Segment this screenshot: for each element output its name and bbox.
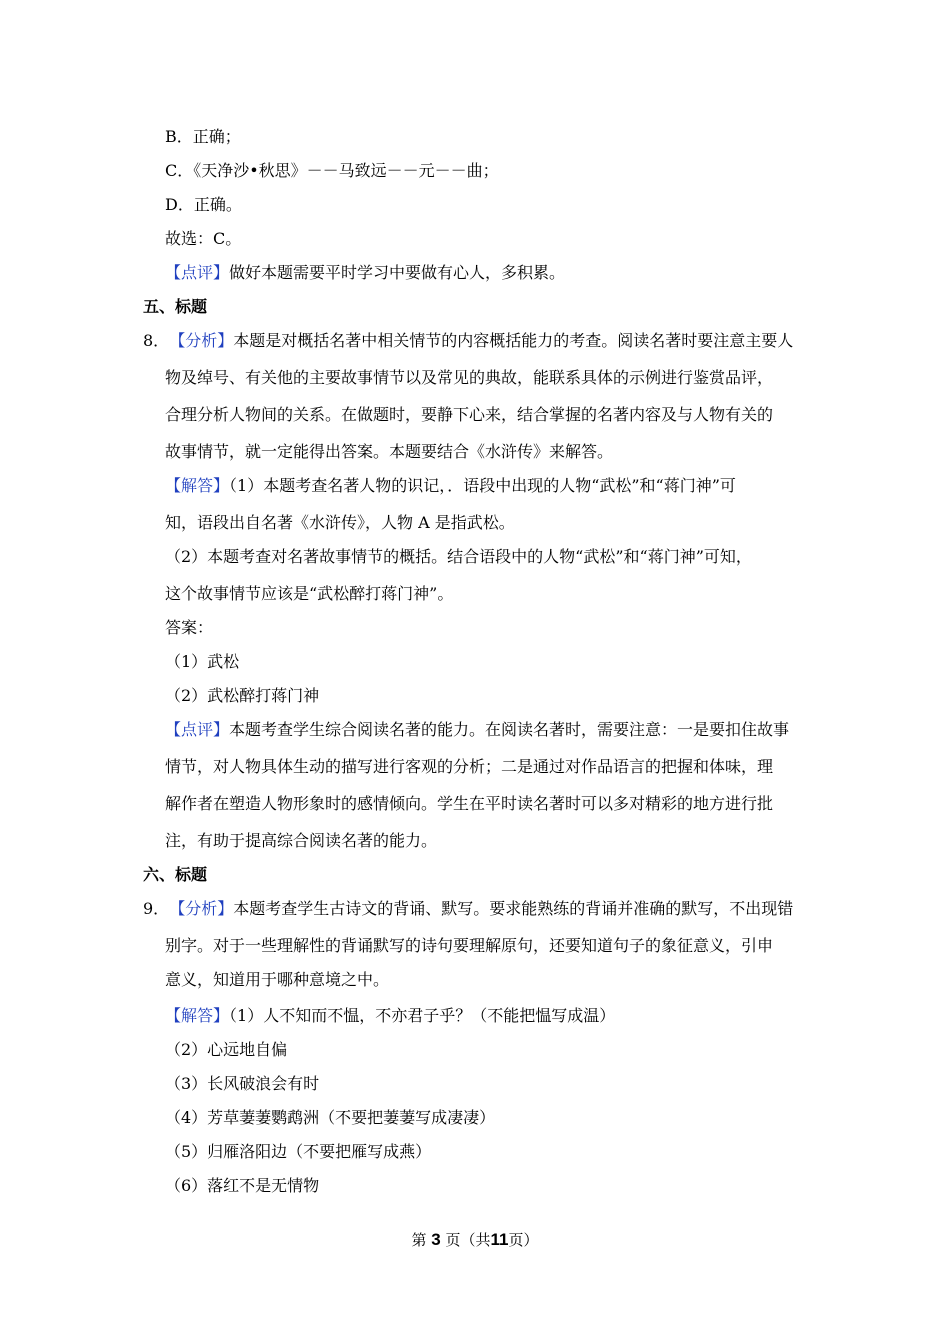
analysis-tag: 【分析】 (169, 331, 234, 350)
analysis-tag: 【分析】 (169, 899, 234, 918)
q9-answer-5: （5）归雁洛阳边（不要把雁写成燕） (165, 1142, 432, 1161)
q8-answer-1: （1）武松 (165, 652, 240, 671)
question-number: 9． (143, 899, 170, 918)
q8-answer-line-4: 这个故事情节应该是“武松醉打蒋门神”。 (165, 584, 454, 603)
q9-analysis-line-3: 意义，知道用于哪种意境之中。 (165, 970, 390, 989)
q8-analysis-line-2: 物及绰号、有关他的主要故事情节以及常见的典故，能联系具体的示例进行鉴赏品评， (165, 368, 774, 387)
q9-analysis-line-2: 别字。对于一些理解性的背诵默写的诗句要理解原句，还要知道句子的象征意义，引申 (165, 936, 774, 955)
q9-answer-4: （4）芳草萋萋鹦鹉洲（不要把萋萋写成凄凄） (165, 1108, 496, 1127)
question-number: 8． (143, 331, 170, 350)
choice-line: 故选：C。 (165, 229, 242, 248)
q8-review-line-2: 情节，对人物具体生动的描写进行客观的分析；二是通过对作品语言的把握和体味，理 (165, 757, 774, 776)
analysis-text: 本题是对概括名著中相关情节的内容概括能力的考查。阅读名著时要注意主要人 (233, 331, 794, 350)
answer-text: （1）本题考查名著人物的识记，．语段中出现的人物“武松”和“蒋门神”可 (229, 476, 736, 495)
q8-answer-2: （2）武松醉打蒋门神 (165, 686, 320, 705)
q8-review-line-4: 注，有助于提高综合阅读名著的能力。 (165, 831, 438, 850)
q8-answer-line-1 (165, 476, 736, 496)
review-text: 本题考查学生综合阅读名著的能力。在阅读名著时，需要注意：一是要扣住故事 (229, 720, 790, 739)
q8-analysis-line-3: 合理分析人物间的关系。在做题时，要静下心来，结合掌握的名著内容及与人物有关的 (165, 405, 774, 424)
q9-answer-line-1 (165, 1006, 615, 1026)
q8-analysis-line-4: 故事情节，就一定能得出答案。本题要结合《水浒传》来解答。 (165, 442, 614, 461)
q8-review-line-1 (165, 720, 789, 740)
q9-answer-3: （3）长风破浪会有时 (165, 1074, 320, 1093)
review-line-1 (165, 263, 565, 283)
q8-answer-line-2: 知，语段出自名著《水浒传》，人物 A 是指武松。 (165, 513, 515, 532)
footer-suffix: 页） (508, 1231, 539, 1249)
q9-answer-6: （6）落红不是无情物 (165, 1176, 320, 1195)
q9-answer-2: （2）心远地自偏 (165, 1040, 288, 1059)
q8-answer-line-3: （2）本题考查对名著故事情节的概括。结合语段中的人物“武松”和“蒋门神”可知， (165, 547, 752, 566)
option-d-line: D．正确。 (165, 195, 242, 214)
section-5-heading: 五、标题 (143, 297, 208, 316)
review-tag: 【点评】 (165, 720, 230, 739)
review-text: 做好本题需要平时学习中要做有心人，多积累。 (229, 263, 566, 282)
option-b-line: B．正确； (165, 127, 241, 146)
footer-prefix: 第 (411, 1231, 427, 1249)
page-footer (0, 1230, 950, 1250)
review-tag: 【点评】 (165, 263, 230, 282)
option-c-line: C．《天净沙•秋思》－－马致远－－元－－曲； (165, 161, 499, 180)
footer-mid: 页（共 (445, 1231, 491, 1249)
analysis-text: 本题考查学生古诗文的背诵、默写。要求能熟练的背诵并准确的默写，不出现错 (233, 899, 794, 918)
page-number: 3 (431, 1230, 441, 1249)
answer-tag: 【解答】 (165, 476, 230, 495)
q8-review-line-3: 解作者在塑造人物形象时的感情倾向。学生在平时读名著时可以多对精彩的地方进行批 (165, 794, 774, 813)
q8-analysis-line-1 (143, 331, 793, 351)
section-6-heading: 六、标题 (143, 865, 208, 884)
q8-answer-label: 答案： (165, 618, 214, 637)
q9-analysis-line-1 (143, 899, 793, 919)
total-pages: 11 (490, 1230, 509, 1249)
answer-text: （1）人不知而不愠，不亦君子乎？（不能把愠写成温） (229, 1006, 616, 1025)
answer-tag: 【解答】 (165, 1006, 230, 1025)
